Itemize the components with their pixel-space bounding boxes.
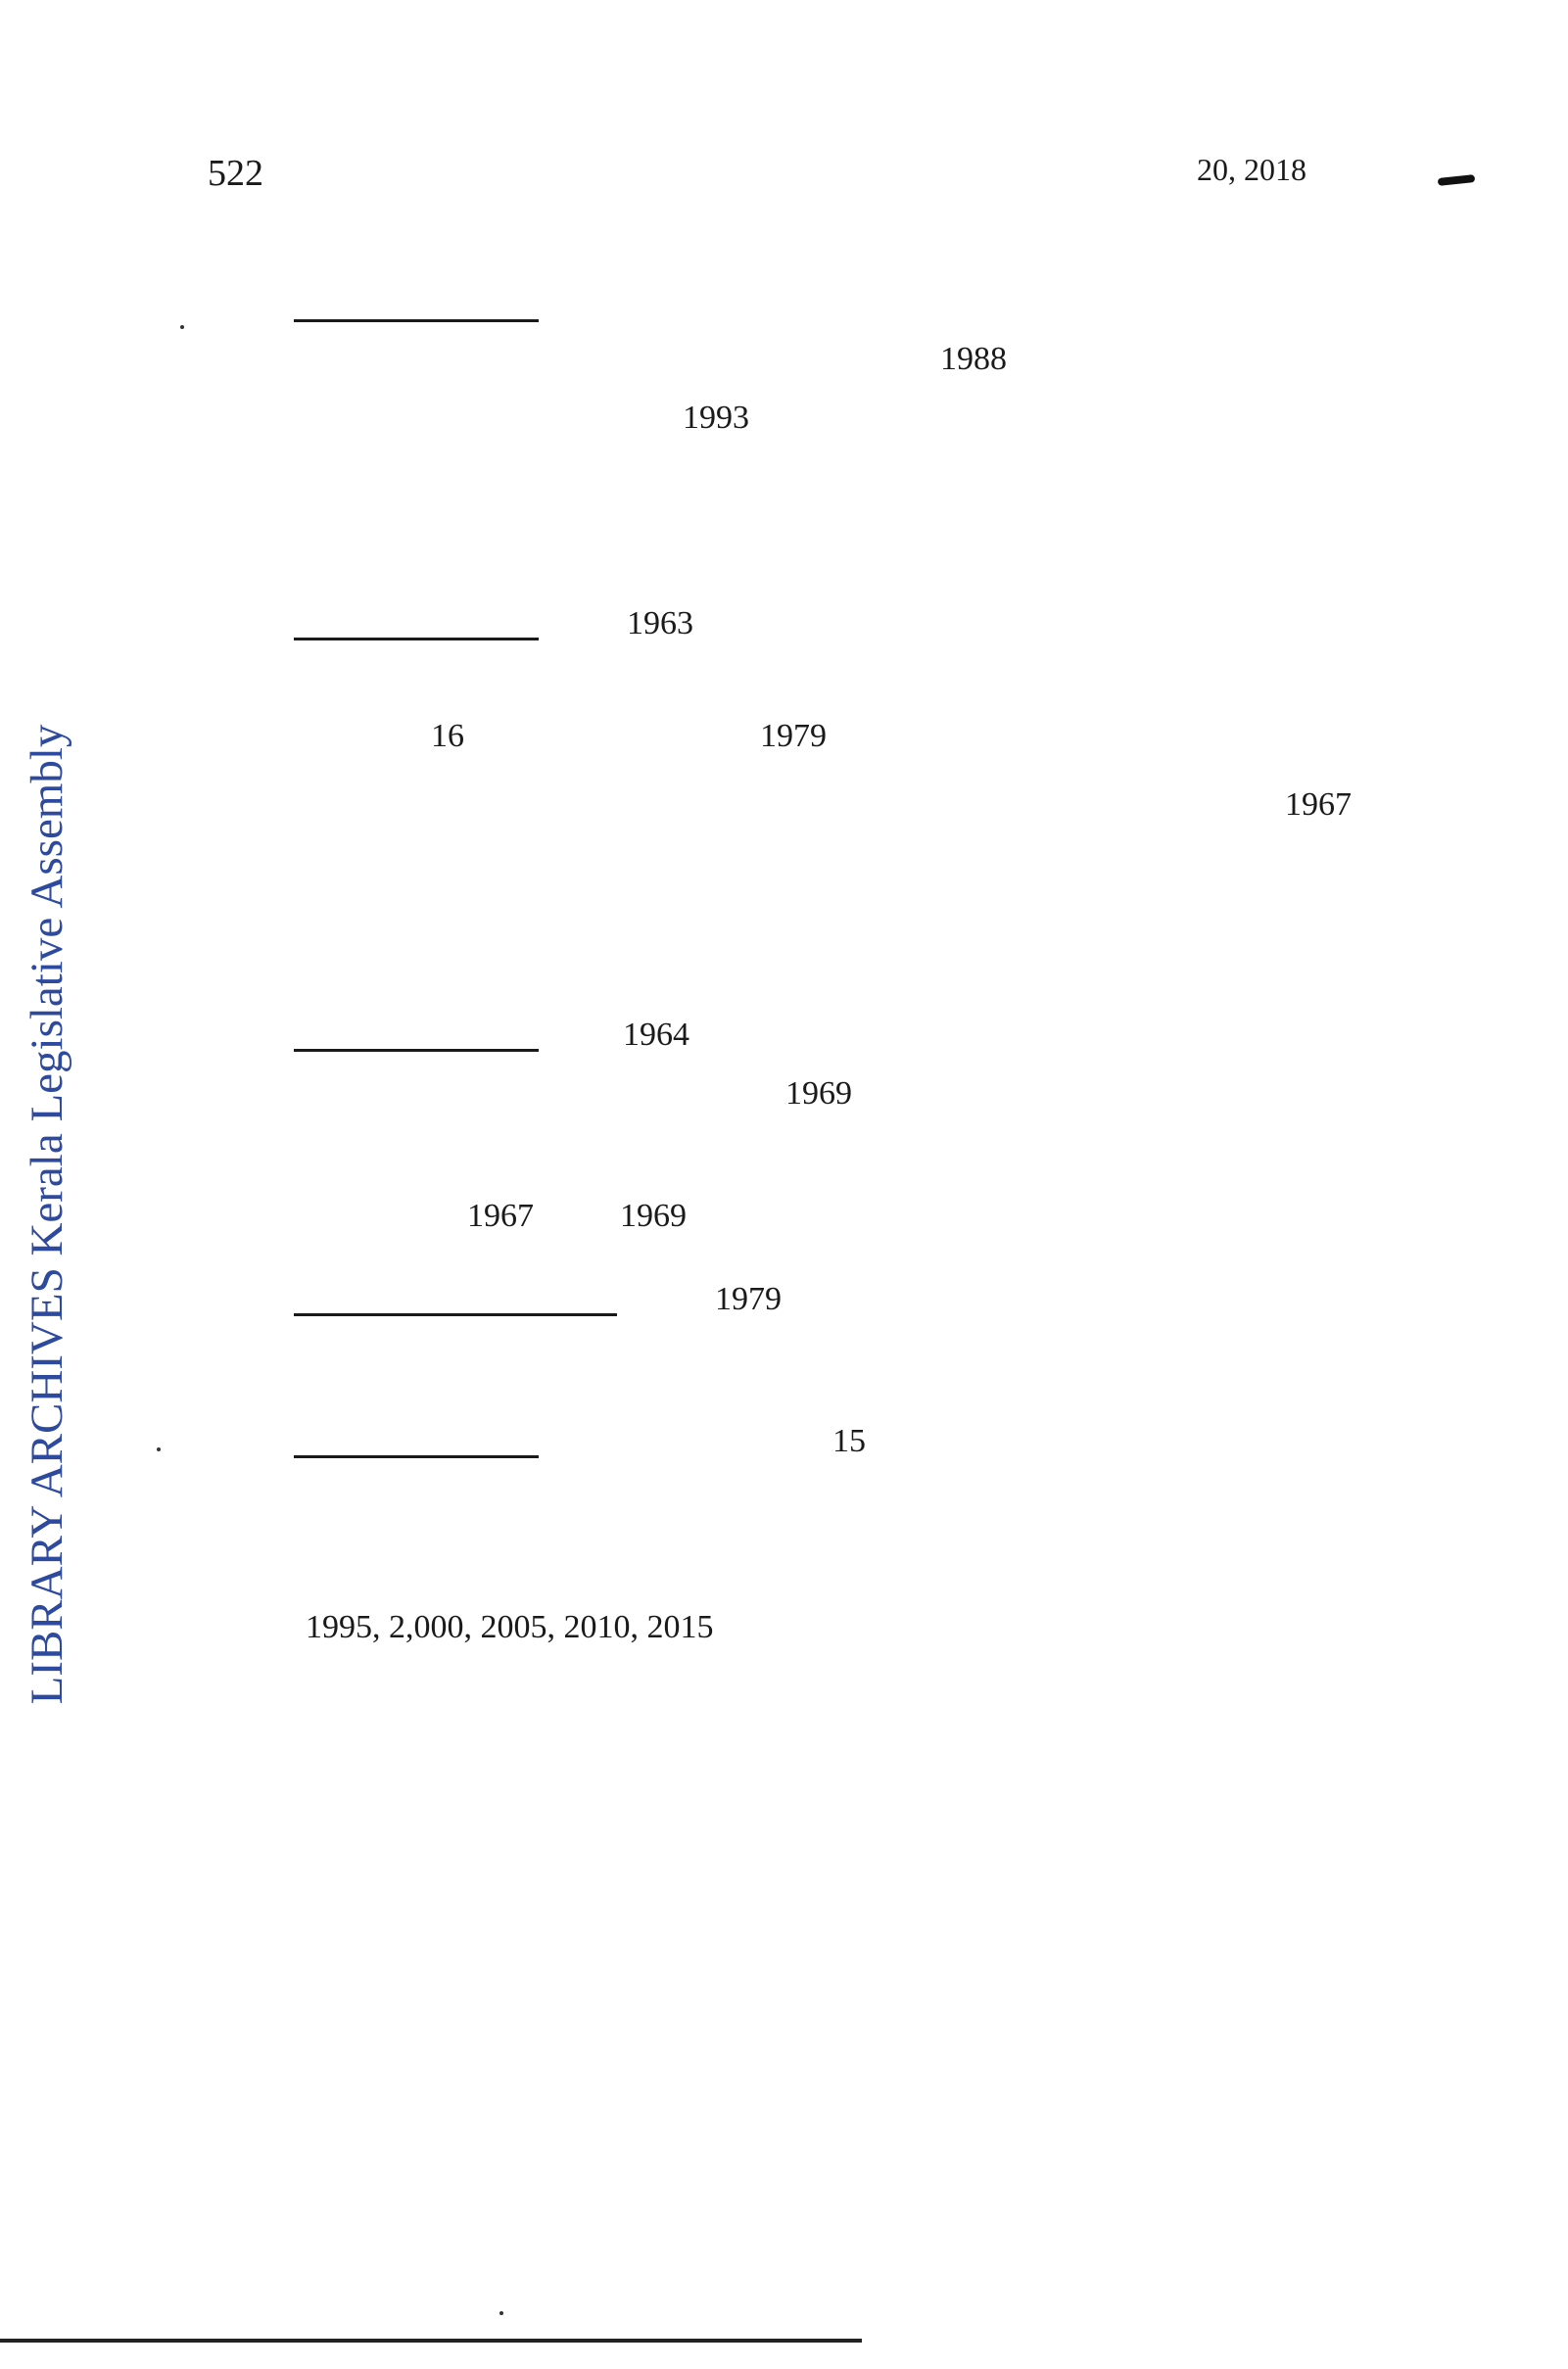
year-value: 1969 [785, 1075, 852, 1112]
count-value: 16 [431, 718, 464, 754]
year-value: 1967 [467, 1198, 534, 1234]
speaker-underline [294, 1288, 617, 1316]
year-value: 1979 [715, 1281, 782, 1317]
speaker-underline [294, 1023, 539, 1052]
count-value: 15 [832, 1423, 866, 1459]
year-value: 1969 [620, 1198, 687, 1234]
speaker-underline [294, 294, 539, 322]
page-number: 522 [208, 153, 263, 194]
footer-rule [0, 2339, 862, 2343]
scan-speck [157, 1447, 161, 1451]
speaker-underline [294, 1430, 539, 1458]
corner-mark [1438, 174, 1476, 186]
year-value: 1993 [683, 400, 749, 436]
year-value: 1963 [627, 605, 693, 641]
year-value: 1988 [940, 341, 1007, 377]
running-date: 20, 2018 [1197, 152, 1307, 187]
year-value: 1964 [623, 1017, 689, 1053]
scan-speck [180, 325, 184, 329]
speaker-underline [294, 612, 539, 640]
scan-speck [499, 2311, 503, 2315]
year-value: 1979 [760, 718, 827, 754]
watermark-text: LIBRARY ARCHIVES Kerala Legislative Assembly [22, 724, 72, 1705]
year-list: 1995, 2,000, 2005, 2010, 2015 [306, 1609, 714, 1645]
year-value: 1967 [1285, 786, 1352, 823]
